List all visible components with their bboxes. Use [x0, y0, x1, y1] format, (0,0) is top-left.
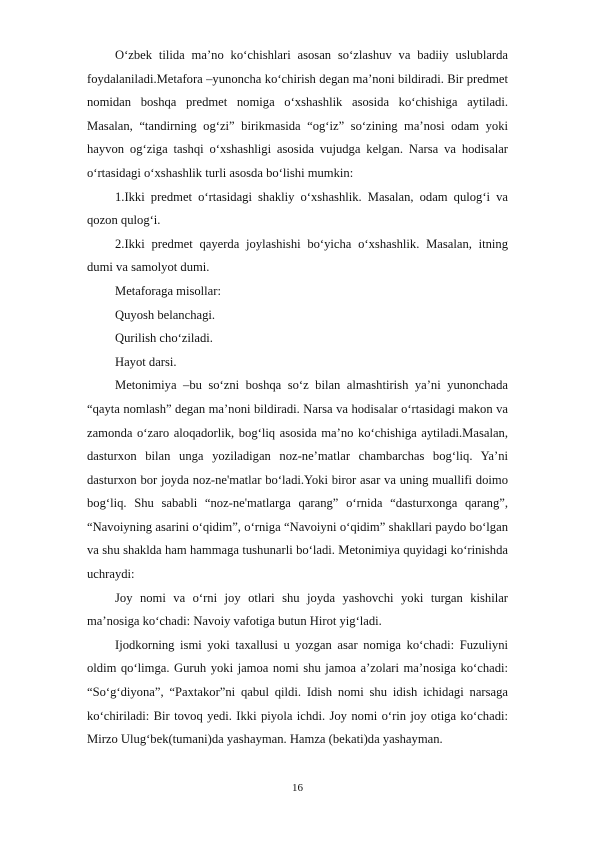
body-text — [87, 44, 508, 752]
paragraph-similarity-location: 2.Ikki predmet qayerda joylashishi bo‘yicha o‘xshashlik. Masalan, itning dumi va samolyot dumi. — [87, 236, 508, 275]
paragraph-example-3: Hayot darsi. — [115, 354, 177, 369]
paragraph-intro-metafora: O‘zbek tilida ma’no ko‘chishlari asosan so‘zlashuv va badiiy uslublarda foydalaniladi.Metafora –yunoncha ko‘chirish degan ma’noni bildiradi. Bir predmet nomidan boshqa predmet nomiga o‘xshashlik asosida ko‘chishiga aytiladi. Masalan, “tandirning og‘zi” birikmasida “og‘iz” so‘zining ma’nosi odam yoki hayvon og‘ziga tashqi o‘xshashligi asosida vujudga kelgan. Narsa va hodisalar o‘rtasidagi o‘xshashlik turli asosda bo‘lishi mumkin: — [87, 48, 508, 180]
paragraph-example-2: Qurilish cho‘ziladi. — [115, 331, 213, 346]
paragraph-example-1: Quyosh belanchagi. — [115, 307, 216, 322]
paragraph-metonimiya: Metonimiya –bu so‘zni boshqa so‘z bilan almashtirish ya’ni yunonchada “qayta nomlash” degan ma’noni bildiradi. Narsa va hodisalar o‘rtasidagi makon va zamonda o‘zaro aloqadorlik, bog‘liq asosida ma’no ko‘chishiga aytiladi.Masalan, dasturxon bilan unga yoziladigan noz-ne’matlar chambarchas bog‘liq. Ya’ni dasturxon bor joyda noz-ne'matlar bo‘ladi.Yoki biror asar va uning muallifi doimo bog‘liq. Shu sababli “noz-ne'matlarga qarang” o‘rnida “dasturxonga qarang”, “Navoiyning asarini o‘qidim”, o‘rniga “Navoiyni o‘qidim” shakllari paydo bo‘lgan va shu shaklda ham hammaga tushunarli bo‘ladi. Metonimiya quyidagi ko‘rinishda uchraydi: — [87, 378, 508, 582]
paragraph-place-name: Joy nomi va o‘rni joy otlari shu joyda yashovchi yoki turgan kishilar ma’nosiga ko‘chadi: Navoiy vafotiga butun Hirot yig‘ladi. — [87, 590, 508, 629]
paragraph-author-name: Ijodkorning ismi yoki taxallusi u yozgan asar nomiga ko‘chadi: Fuzuliyni oldim qo‘limga. Guruh yoki jamoa nomi shu jamoa a’zolari ma’nosiga ko‘chadi: “So‘g‘diyona”, “Paxtakor”ni qabul qildi. Idish nomi shu idish ichidagi narsaga ko‘chiriladi: Bir tovoq yedi. Ikki piyola ichdi. Joy nomi o‘rin joy otiga ko‘chadi: Mirzo Ulug‘bek(tumani)da yashayman. Hamza (bekati)da yashayman. — [87, 637, 508, 747]
paragraph-similarity-shape: 1.Ikki predmet o‘rtasidagi shakliy o‘xshashlik. Masalan, odam qulog‘i va qozon qulog‘i. — [87, 189, 508, 228]
page-number: 16 — [292, 782, 303, 794]
paragraph-metafora-examples-heading: Metaforaga misollar: — [115, 283, 221, 298]
